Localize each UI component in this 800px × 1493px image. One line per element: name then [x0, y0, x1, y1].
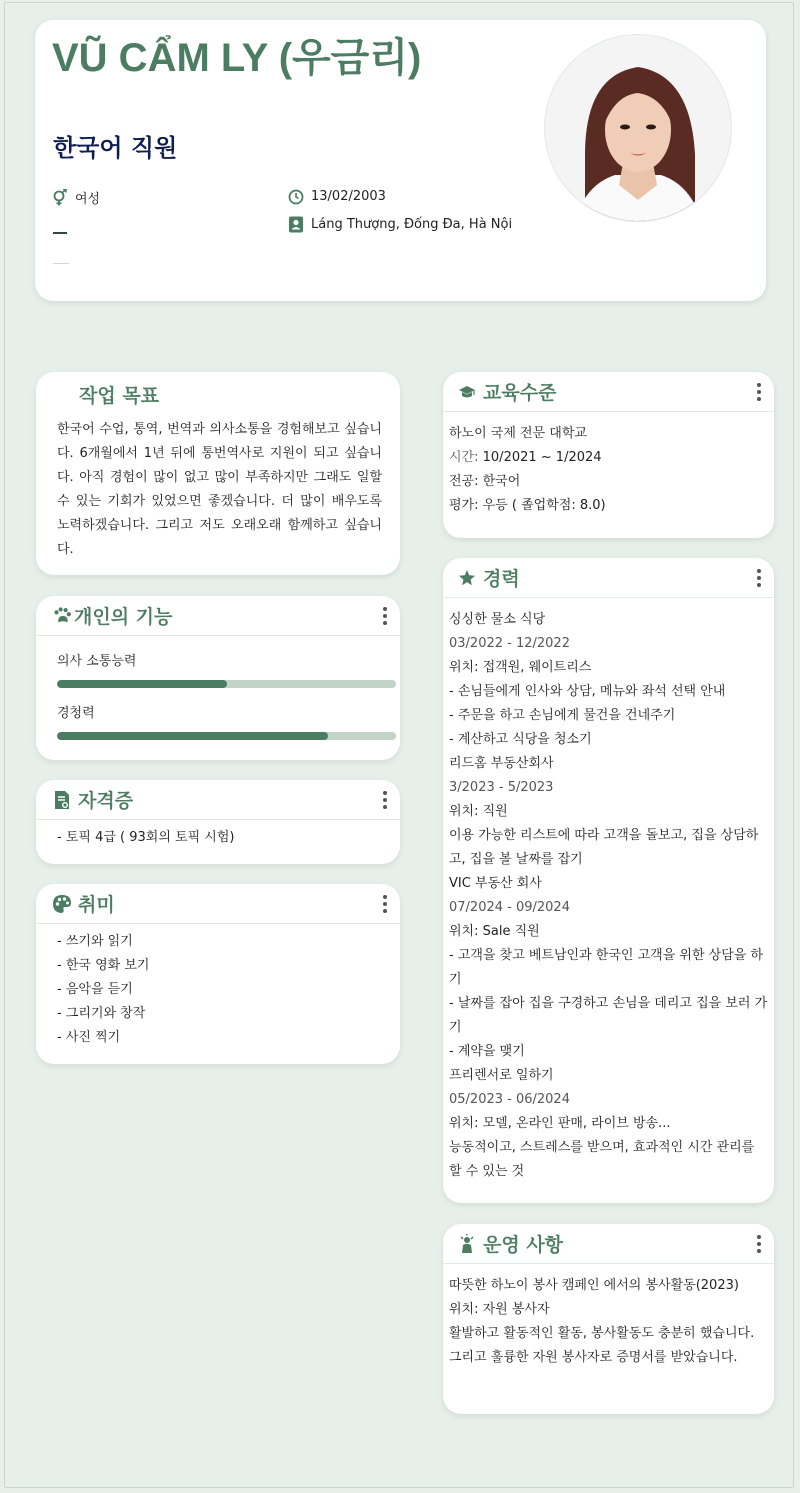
study-period-value: 10/2021 ~ 1/2024	[482, 450, 602, 465]
skills-header	[36, 596, 400, 636]
skills-card	[36, 596, 400, 760]
experience-card	[443, 558, 774, 1203]
hobbies-card	[36, 884, 400, 1064]
activities-title: 운영 사항	[483, 1234, 564, 1256]
hobby-item: - 그리기와 창작	[57, 1006, 146, 1021]
full-name: VŨ CẨM LY (우금리)	[52, 36, 422, 80]
education-card	[443, 372, 774, 538]
experience-line: - 계약을 맺기	[449, 1044, 525, 1059]
address-info	[287, 216, 512, 233]
education-header	[443, 372, 774, 412]
activities-details	[449, 1274, 770, 1370]
experience-line: - 날짜를 잡아 집을 구경하고 손님을 데리고 집을 보러 가기	[449, 996, 768, 1035]
experience-line: 05/2023 - 06/2024	[449, 1092, 570, 1107]
certificates-title: 자격증	[78, 790, 134, 812]
experience-line: 위치: Sale 직원	[449, 924, 540, 939]
education-menu-icon[interactable]	[756, 383, 762, 403]
profile-photo	[545, 35, 731, 221]
experience-line: 능동적이고, 스트레스를 받으며, 효과적인 시간 관리를 할 수 있는 것	[449, 1140, 755, 1179]
volunteer-icon	[457, 1234, 477, 1254]
divider-line	[53, 263, 69, 264]
address-value: Láng Thượng, Đống Đa, Hà Nội	[311, 217, 513, 232]
contact-book-icon	[287, 216, 304, 233]
skill-bar-fill	[57, 680, 227, 688]
certificate-item: - 토픽 4급 ( 93회의 토픽 시험)	[57, 830, 235, 845]
birthdate-info	[287, 188, 386, 205]
profile-header	[35, 20, 766, 301]
hobby-item: - 한국 영화 보기	[57, 958, 150, 973]
activity-line: 따뜻한 하노이 봉사 캠페인 에서의 봉사활동(2023)	[449, 1278, 739, 1293]
certificates-header	[36, 780, 400, 820]
objective-card	[36, 372, 400, 575]
experience-line: 프리렌서로 일하기	[449, 1068, 554, 1083]
hobbies-menu-icon[interactable]	[382, 895, 388, 915]
skill-label: 의사 소통능력	[57, 654, 137, 669]
hobbies-list	[57, 930, 394, 1050]
gender-icon	[51, 189, 68, 206]
experience-line: 07/2024 - 09/2024	[449, 900, 570, 915]
divider-dash	[53, 232, 67, 234]
experience-menu-icon[interactable]	[756, 569, 762, 589]
activity-line: 위치: 자원 봉사자	[449, 1302, 550, 1317]
grade: 평가: 우등 ( 졸업학점: 8.0)	[449, 498, 606, 513]
experience-line: 위치: 접객원, 웨이트리스	[449, 660, 592, 675]
star-icon	[457, 568, 477, 588]
objective-text: 한국어 수업, 통역, 번역과 의사소통을 경험해보고 싶습니다. 6개월에서 1년 뒤에 통번역사로 지원이 되고 싶습니다. 아직 경험이 많이 없고 많이 부족하지만 그래도 일할 수 있는 기회가 있었으면 좋겠습니다. 더 많이 배우도록 노력하겠습니다. 그리고 저도 오래오래 함께하고 싶습니다.	[57, 422, 382, 557]
experience-line: 03/2022 - 12/2022	[449, 636, 570, 651]
activity-line: 활발하고 활동적인 활동, 봉사활동도 충분히 했습니다. 그리고 훌륭한 자원 봉사자로 증명서를 받았습니다.	[449, 1326, 755, 1365]
hobby-item: - 쓰기와 읽기	[57, 934, 133, 949]
experience-line: - 손님들에게 인사와 상담, 메뉴와 좌석 선택 안내	[449, 684, 726, 699]
activities-header	[443, 1224, 774, 1264]
paw-icon	[52, 606, 72, 626]
experience-line: - 계산하고 식당을 청소기	[449, 732, 592, 747]
palette-icon	[52, 894, 72, 914]
certificates-menu-icon[interactable]	[382, 791, 388, 811]
experience-line: 위치: 모델, 온라인 판매, 라이브 방송...	[449, 1116, 671, 1131]
experience-header	[443, 558, 774, 598]
experience-line: 싱싱한 물소 식당	[449, 612, 546, 627]
study-period-label: 시간:	[449, 450, 479, 465]
education-details	[449, 422, 768, 518]
experience-details	[449, 608, 770, 1184]
clock-icon	[287, 188, 304, 205]
certificate-icon	[52, 790, 72, 810]
skill-bar	[57, 680, 396, 688]
hobby-item: - 음악을 듣기	[57, 982, 133, 997]
school-name: 하노이 국제 전문 대학교	[449, 426, 587, 441]
major: 전공: 한국어	[449, 474, 521, 489]
skill-label: 경청력	[57, 706, 95, 721]
skills-menu-icon[interactable]	[382, 607, 388, 627]
skills-title: 개인의 기능	[74, 606, 173, 628]
job-title: 한국어 직원	[53, 134, 178, 162]
study-period	[449, 446, 768, 470]
hobbies-title: 취미	[78, 894, 115, 916]
birthdate-value: 13/02/2003	[311, 189, 386, 204]
experience-line: 리드홈 부동산회사	[449, 756, 554, 771]
experience-line: VIC 부동산 회사	[449, 876, 542, 891]
gender-value: 여성	[75, 192, 101, 207]
experience-line: 위치: 직원	[449, 804, 508, 819]
objective-title: 작업 목표	[79, 385, 160, 407]
experience-line: 3/2023 - 5/2023	[449, 780, 554, 795]
experience-title: 경력	[483, 568, 520, 590]
activities-card	[443, 1224, 774, 1414]
hobby-item: - 사진 찍기	[57, 1030, 121, 1045]
experience-line: - 고객을 찾고 베트남인과 한국인 고객을 위한 상담을 하기	[449, 948, 764, 987]
experience-line: 이용 가능한 리스트에 따라 고객을 돌보고, 집을 상담하고, 집을 볼 날짜를 잡기	[449, 828, 759, 867]
certificates-card	[36, 780, 400, 864]
graduation-cap-icon	[457, 382, 477, 402]
education-title: 교육수준	[483, 382, 557, 404]
activities-menu-icon[interactable]	[756, 1235, 762, 1255]
experience-line: - 주문을 하고 손님에게 물건을 건네주기	[449, 708, 676, 723]
gender-info	[51, 188, 100, 207]
skill-bar	[57, 732, 396, 740]
skill-bar-fill	[57, 732, 328, 740]
hobbies-header	[36, 884, 400, 924]
